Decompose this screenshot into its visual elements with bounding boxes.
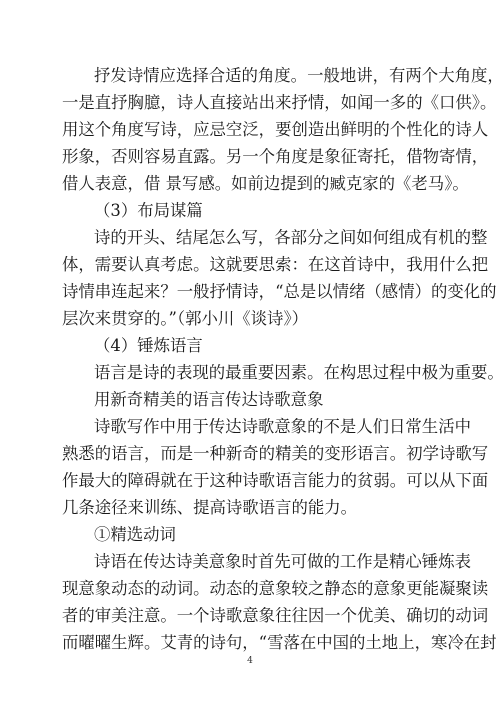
section-heading: ①精选动词 (94, 525, 176, 544)
text-line: 而曜曜生辉。艾青的诗句，“雪落在中国的土地上，寒冷在封 (62, 633, 497, 652)
text-line: 用新奇精美的语言传达诗歌意象 (94, 390, 324, 409)
section-heading: （4）锤炼语言 (94, 336, 203, 355)
text-line: 层次来贯穿的。”（郭小川《谈诗》） (62, 309, 309, 328)
text-line: 现意象动态的动词。动态的意象较之静态的意象更能凝聚读 (62, 579, 489, 598)
text-line: 者的审美注意。一个诗歌意象往往因一个优美、确切的动词 (62, 606, 489, 625)
text-line: 诗语在传达诗美意象时首先可做的工作是精心锤炼表 (94, 552, 471, 571)
text-line: 诗情串连起来？一般抒情诗，“总是以情绪（感情）的变化的 (62, 282, 497, 301)
page-number: 4 (247, 656, 253, 666)
text-line: 几条途径来训练、提高诗歌语言的能力。 (62, 498, 358, 517)
text-line: 借人表意，借 景写感。如前边提到的臧克家的《老马》。 (62, 174, 469, 193)
text-line: 诗歌写作中用于传达诗歌意象的不是人们日常生活中 (94, 417, 471, 436)
text-line: 一是直抒胸臆，诗人直接站出来抒情，如闻一多的《口供》。 (62, 93, 497, 112)
text-line: 语言是诗的表现的最重要因素。在构思过程中极为重要。 (94, 363, 504, 382)
text-line: 诗的开头、结尾怎么写，各部分之间如何组成有机的整 (94, 228, 488, 247)
text-line: 作最大的障碍就在于这种诗歌语言能力的贫弱。可以从下面 (62, 471, 489, 490)
section-heading: （3）布局谋篇 (94, 201, 203, 220)
text-line: 用这个角度写诗，应忌空泛，要创造出鲜明的个性化的诗人 (62, 120, 489, 139)
text-line: 抒发诗情应选择合适的角度。一般地讲，有两个大角度， (94, 66, 504, 85)
text-line: 体，需要认真考虑。这就要思索：在这首诗中，我用什么把 (62, 255, 489, 274)
text-line: 形象，否则容易直露。另一个角度是象征寄托，借物寄情， (62, 147, 489, 166)
text-line: 熟悉的语言，而是一种新奇的精美的变形语言。初学诗歌写 (62, 444, 489, 463)
